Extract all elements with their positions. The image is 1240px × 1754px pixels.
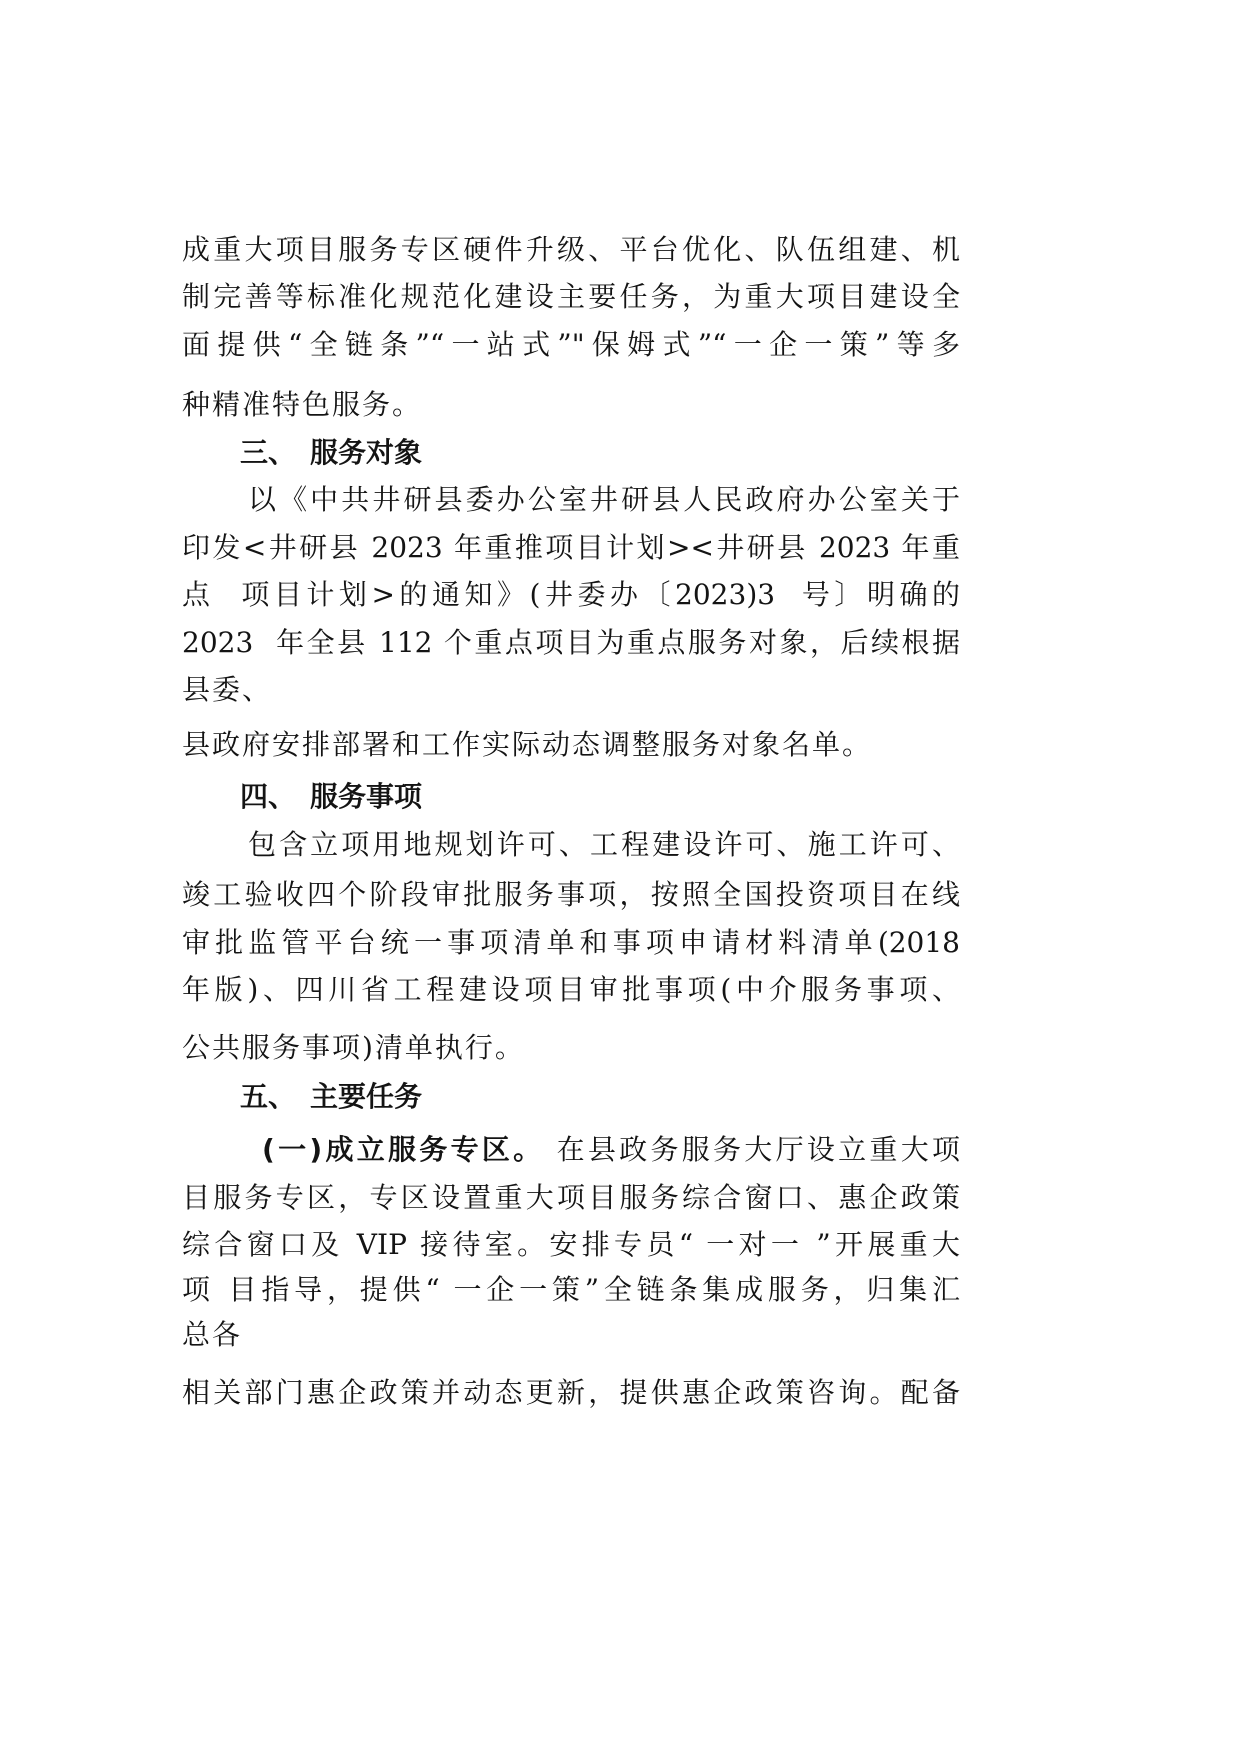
para4-line-6: 相关部门惠企政策并动态更新，提供惠企政策咨询。配备 bbox=[182, 1376, 960, 1409]
para4-line-4: 项 目指导，提供“ 一企一策”全链条集成服务，归集汇 bbox=[182, 1273, 960, 1306]
section-number: 四、 bbox=[240, 780, 297, 813]
para1-line-3: 面提供“全链条”“一站式”"保姆式”“一企一策”等多 bbox=[182, 328, 960, 361]
para3-line-1: 包含立项用地规划许可、工程建设许可、施工许可、 bbox=[248, 828, 960, 861]
para2-line-6: 县政府安排部署和工作实际动态调整服务对象名单。 bbox=[182, 728, 873, 761]
section-heading-5 bbox=[240, 1077, 422, 1117]
para2-line-2: 印发<井研县 2023 年重推项目计划><井研县 2023 年重 bbox=[182, 531, 960, 564]
section-title: 服务事项 bbox=[310, 780, 423, 813]
para2-line-3: 点 项目计划>的通知》(井委办〔2023)3 号〕明确的 bbox=[182, 578, 960, 611]
para2-line-1: 以《中共井研县委办公室井研县人民政府办公室关于 bbox=[248, 483, 960, 516]
section-number: 五、 bbox=[240, 1080, 297, 1113]
subsection-lead: (一)成立服务专区。 bbox=[262, 1133, 545, 1166]
para1-line-1: 成重大项目服务专区硬件升级、平台优化、队伍组建、机 bbox=[182, 233, 960, 266]
section-title: 主要任务 bbox=[310, 1080, 423, 1113]
para4-line-2: 目服务专区，专区设置重大项目服务综合窗口、惠企政策 bbox=[182, 1181, 960, 1214]
para4-lead-rest: 在县政务服务大厅设立重大项 bbox=[544, 1133, 960, 1166]
section-number: 三、 bbox=[240, 436, 297, 469]
para2-line-5: 县委、 bbox=[182, 673, 273, 706]
section-heading-3 bbox=[240, 433, 422, 473]
para3-line-2: 竣工验收四个阶段审批服务事项，按照全国投资项目在线 bbox=[182, 878, 960, 911]
para1-line-4: 种精准特色服务。 bbox=[182, 388, 423, 421]
para3-line-4: 年版)、四川省工程建设项目审批事项(中介服务事项、 bbox=[182, 973, 960, 1006]
para3-line-3: 审批监管平台统一事项清单和事项申请材料清单(2018 bbox=[182, 926, 960, 959]
section-heading-4 bbox=[240, 777, 422, 817]
para4-line-1 bbox=[262, 1130, 960, 1170]
para1-line-2: 制完善等标准化规范化建设主要任务，为重大项目建设全 bbox=[182, 280, 960, 313]
para4-line-3: 综合窗口及 VIP 接待室。安排专员“ 一对一 ”开展重大 bbox=[182, 1228, 960, 1261]
section-title: 服务对象 bbox=[310, 436, 423, 469]
para3-line-5: 公共服务事项)清单执行。 bbox=[182, 1031, 525, 1064]
para4-line-5: 总各 bbox=[182, 1318, 243, 1351]
para2-line-4: 2023 年全县 112 个重点项目为重点服务对象，后续根据 bbox=[182, 626, 960, 659]
